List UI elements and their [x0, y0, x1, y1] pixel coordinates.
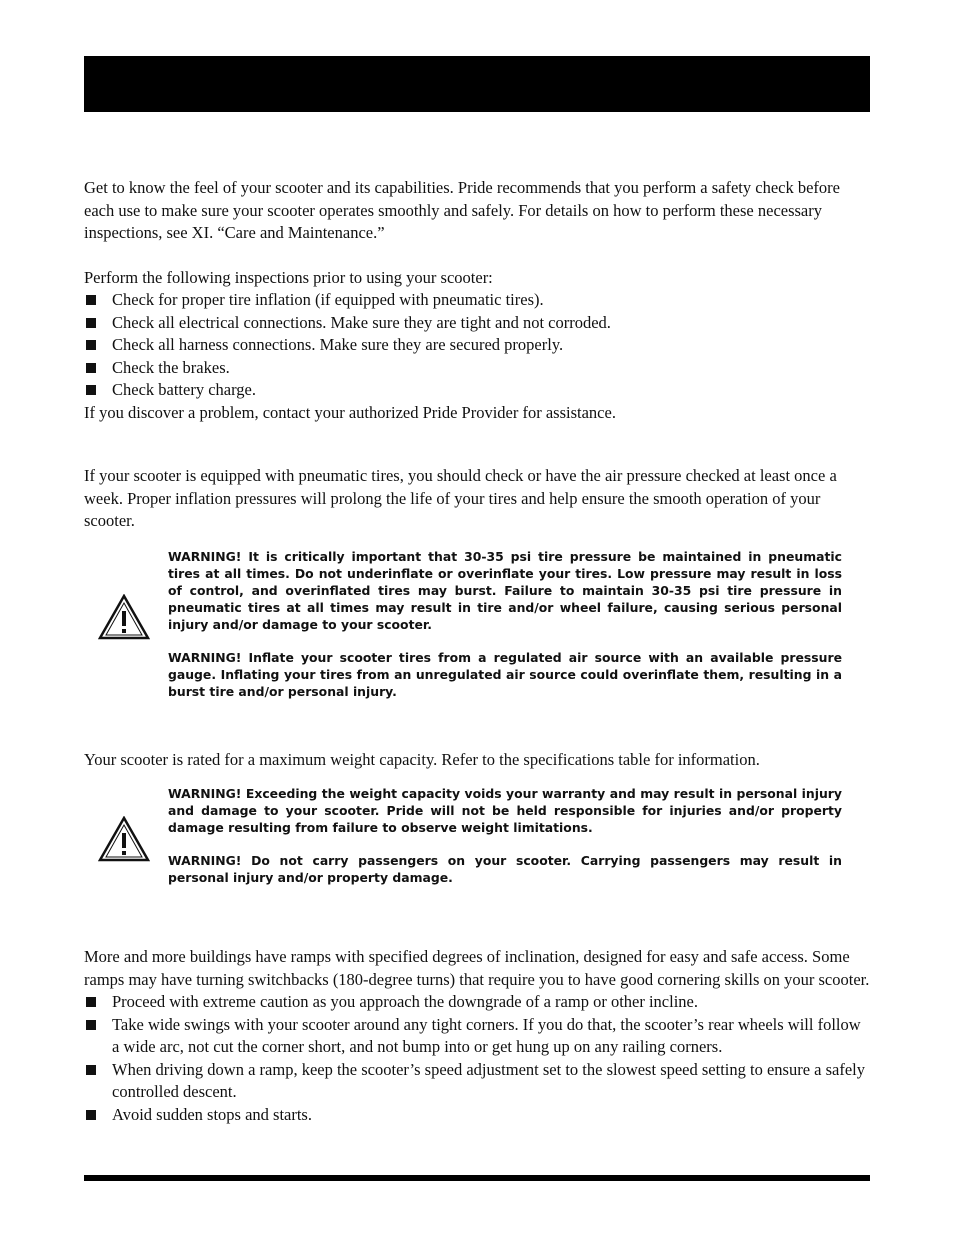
bullet-square-icon: [86, 1020, 96, 1030]
warning-triangle-icon: [98, 816, 150, 862]
weight-warning-1: WARNING! Exceeding the weight capacity voids your warranty and may result in personal injury and damage to your scooter. Pride will not be held responsible for injuries and/or property damage resulting from failure to observe weight limitations.: [168, 786, 842, 835]
bullet-square-icon: [86, 1110, 96, 1120]
bullet-square-icon: [86, 295, 96, 305]
tire-warnings: [168, 548, 842, 700]
inspections-list: [84, 289, 870, 402]
list-item: Check for proper tire inflation (if equipped with pneumatic tires).: [84, 289, 870, 312]
tire-warning-2: WARNING! Inflate your scooter tires from a regulated air source with an available pressure gauge. Inflating your tires from an unregulated air source could overinflate them, resulting in a burst tire and/or personal injury.: [168, 650, 842, 699]
tire-warning-1: WARNING! It is critically important that 30-35 psi tire pressure be maintained in pneumatic tires at all times. Do not underinflate or overinflate your tires. Low pressure may result in loss of control, and overinflated tires may burst. Failure to maintain 30-35 psi tire pressure in pneumatic tires at all times may result in tire and/or wheel failure, causing serious personal injury and/or damage to your scooter.: [168, 549, 842, 632]
bullet-square-icon: [86, 340, 96, 350]
ramps-section: [84, 946, 870, 1126]
intro-section: [84, 177, 870, 424]
weight-paragraph: Your scooter is rated for a maximum weight capacity. Refer to the specifications table for information.: [84, 750, 760, 769]
list-item: When driving down a ramp, keep the scooter’s speed adjustment set to the slowest speed setting to ensure a safely controlled descent.: [84, 1059, 870, 1104]
list-item: Proceed with extreme caution as you approach the downgrade of a ramp or other incline.: [84, 991, 870, 1014]
weight-warning-2: WARNING! Do not carry passengers on your scooter. Carrying passengers may result in personal injury and/or property damage.: [168, 853, 842, 885]
inspections-lead: Perform the following inspections prior to using your scooter:: [84, 267, 493, 287]
problem-note: If you discover a problem, contact your authorized Pride Provider for assistance.: [84, 402, 616, 422]
header-bar: [84, 56, 870, 112]
ramps-paragraph: More and more buildings have ramps with specified degrees of inclination, designed for easy and safe access. Some ramps may have turning switchbacks (180-degree turns) that require you to have good cornering skills on your scooter.: [84, 947, 870, 989]
warning-triangle-icon: [98, 594, 150, 640]
list-item: Check all harness connections. Make sure they are secured properly.: [84, 334, 870, 357]
tire-paragraph: If your scooter is equipped with pneumatic tires, you should check or have the air pressure checked at least once a week. Proper inflation pressures will prolong the life of your tires and help ensure the smooth operation of your scooter.: [84, 466, 837, 530]
bullet-square-icon: [86, 385, 96, 395]
bullet-square-icon: [86, 997, 96, 1007]
list-item: Avoid sudden stops and starts.: [84, 1104, 870, 1127]
list-item: Check battery charge.: [84, 379, 870, 402]
footer-rule: [84, 1175, 870, 1181]
intro-paragraph: Get to know the feel of your scooter and its capabilities. Pride recommends that you perform a safety check before each use to make sure your scooter operates smoothly and safely. For details on how to perform these necessary inspections, see XI. “Care and Maintenance.”: [84, 178, 840, 242]
list-item: Check the brakes.: [84, 357, 870, 380]
list-item: Take wide swings with your scooter around any tight corners. If you do that, the scooter’s rear wheels will follow a wide arc, not cut the corner short, and not bump into or get hung up on any railing corners.: [84, 1014, 870, 1059]
ramps-list: [84, 991, 870, 1126]
weight-warnings: [168, 785, 842, 886]
bullet-square-icon: [86, 318, 96, 328]
list-item: Check all electrical connections. Make sure they are tight and not corroded.: [84, 312, 870, 335]
bullet-square-icon: [86, 1065, 96, 1075]
bullet-square-icon: [86, 363, 96, 373]
